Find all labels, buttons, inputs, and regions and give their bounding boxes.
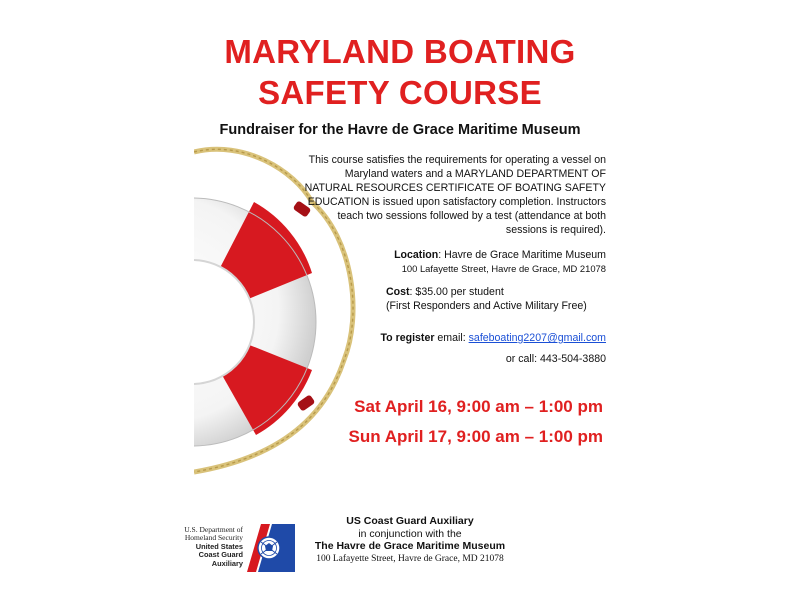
footer-block xyxy=(300,515,520,565)
logo-line-4: Coast Guard xyxy=(198,550,243,560)
logo-line-1: U.S. Department of xyxy=(184,525,243,534)
footer-line-3: The Havre de Grace Maritime Museum xyxy=(314,540,506,552)
call-block xyxy=(300,352,606,366)
cost-label: Cost xyxy=(386,286,410,298)
logo-line-2: Homeland Security xyxy=(184,533,243,543)
register-email-link[interactable]: safeboating2207@gmail.com xyxy=(468,332,606,344)
call-label: or call: xyxy=(505,353,541,365)
title-line-2: SAFETY COURSE xyxy=(258,74,542,111)
session-date-1: Sat April 16, 9:00 am – 1:00 pm xyxy=(354,397,603,416)
session-date-2: Sun April 17, 9:00 am – 1:00 pm xyxy=(348,427,603,446)
logo-line-5: Auxiliary xyxy=(211,558,243,568)
location-label: Location xyxy=(394,249,439,261)
location-block xyxy=(300,248,606,276)
cost-note: (First Responders and Active Military Free) xyxy=(386,300,587,312)
logo-text xyxy=(177,526,243,568)
footer-line-1: US Coast Guard Auxiliary xyxy=(346,515,474,527)
coast-guard-logo xyxy=(177,524,295,572)
register-label: register xyxy=(395,332,435,344)
logo-line-3: United States xyxy=(195,541,243,551)
register-suffix: email: xyxy=(434,332,469,344)
title-line-1: MARYLAND BOATING xyxy=(224,33,576,70)
footer-address: 100 Lafayette Street, Havre de Grace, MD 21078 xyxy=(316,553,504,564)
phone-number: 443-504-3880 xyxy=(540,353,606,365)
location-address: 100 Lafayette Street, Havre de Grace, MD 21078 xyxy=(401,263,606,274)
location-value: : Havre de Grace Maritime Museum xyxy=(438,249,606,261)
cost-value: : $35.00 per student xyxy=(409,286,504,298)
coast-guard-emblem-icon xyxy=(247,524,295,572)
page-title xyxy=(150,31,650,113)
course-description: This course satisfies the requirements for operating a vessel on Maryland waters and a MARYLAND DEPARTMENT OF NATURAL RESOURCES CERTIFICATE OF BOATING SAFETY EDUCATION is issued upon satisfactory completion. Instructors teach two sessions followed by a test (attendance at both sessions is required). xyxy=(304,154,606,237)
cost-block xyxy=(386,285,616,313)
footer-line-2: in conjunction with the xyxy=(358,527,462,540)
register-block xyxy=(300,331,606,345)
register-prefix: To xyxy=(380,332,396,344)
subtitle: Fundraiser for the Havre de Grace Maritime Museum xyxy=(219,122,581,138)
